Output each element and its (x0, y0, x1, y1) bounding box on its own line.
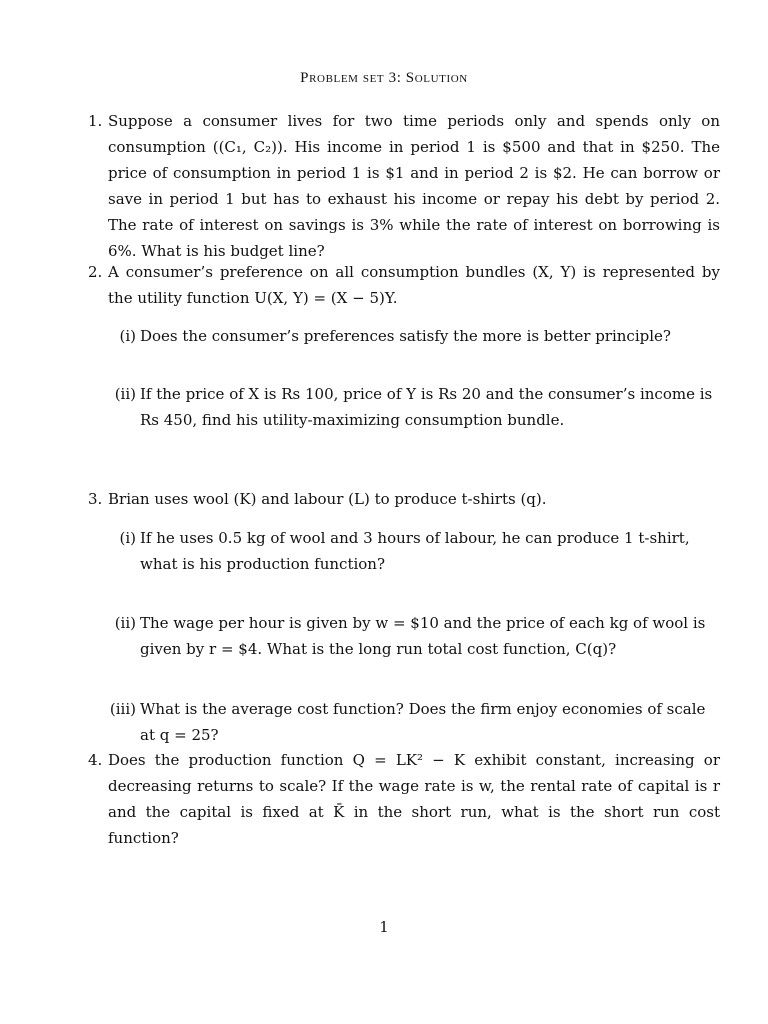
problem-number: 3. (88, 490, 103, 508)
problem-text: A consumer’s preference on all consumption bundles (X, Y) is represented by the utility function U(X, Y) = (X − 5)Y. (108, 263, 720, 307)
part-label: (i) (119, 529, 136, 547)
problem-1 (88, 108, 720, 264)
problem-3 (88, 486, 720, 512)
part-label: (ii) (114, 385, 136, 403)
problem-3-part-i (110, 525, 720, 577)
part-text: The wage per hour is given by w = $10 and the price of each kg of wool is given by r = $4. What is the long run total cost function, C(q)? (140, 614, 706, 658)
problem-3-part-iii (110, 696, 720, 748)
part-text: What is the average cost function? Does the firm enjoy economies of scale at q = 25? (140, 700, 706, 744)
page-title: Problem set 3: Solution (300, 70, 468, 86)
problem-2-part-i (110, 323, 720, 349)
part-label: (i) (119, 327, 136, 345)
problem-number: 4. (88, 751, 103, 769)
part-text: If he uses 0.5 kg of wool and 3 hours of labour, he can produce 1 t-shirt, what is his production function? (140, 529, 690, 573)
problem-text: Suppose a consumer lives for two time periods only and spends only on consumption ((C₁, C₂)). His income in period 1 is $500 and that in $250. The price of consumption in period 1 is $1 and in period 2 is $2. He can borrow or save in period 1 but has to exhaust his income or repay his debt by period 2. The rate of interest on savings is 3% while the rate of interest on borrowing is 6%. What is his budget line? (108, 112, 720, 260)
problem-number: 1. (88, 112, 103, 130)
part-text: If the price of X is Rs 100, price of Y is Rs 20 and the consumer’s income is Rs 450, find his utility-maximizing consumption bundle. (140, 385, 713, 429)
problem-3-part-ii (110, 610, 720, 662)
problem-text: Does the production function Q = LK² − K exhibit constant, increasing or decreasing returns to scale? If the wage rate is w, the rental rate of capital is r and the capital is fixed at K̄ in the short run, what is the short run cost function? (108, 751, 720, 847)
problem-number: 2. (88, 263, 103, 281)
part-label: (ii) (114, 614, 136, 632)
problem-2-part-ii (110, 381, 720, 433)
part-label: (iii) (109, 700, 136, 718)
page-number: 1 (379, 918, 389, 936)
problem-2 (88, 259, 720, 311)
problem-text: Brian uses wool (K) and labour (L) to produce t-shirts (q). (108, 490, 547, 508)
part-text: Does the consumer’s preferences satisfy the more is better principle? (140, 327, 671, 345)
problem-4 (88, 747, 720, 851)
